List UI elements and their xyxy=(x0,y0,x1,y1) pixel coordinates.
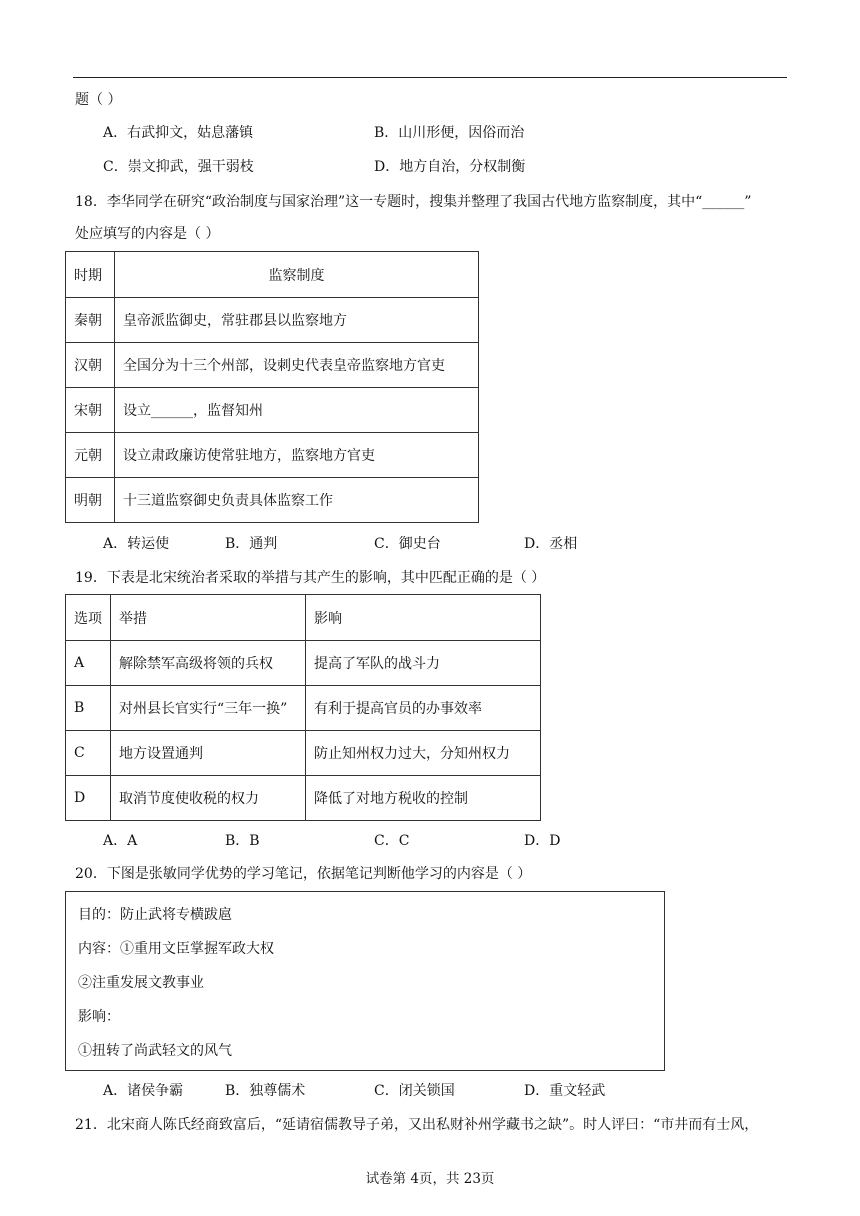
q17-option-a[interactable]: A．右武抑文，姑息藩镇 xyxy=(103,125,254,141)
table-header-row xyxy=(66,252,479,298)
table-header-cell: 时期 xyxy=(66,252,115,298)
table-header-cell: 举措 xyxy=(111,595,306,641)
q19-stem: 19．下表是北宋统治者采取的举措与其产生的影响，其中匹配正确的是（ ） xyxy=(75,570,546,586)
q17-option-b[interactable]: B．山川形便，因俗而治 xyxy=(374,125,525,141)
q18-option-a[interactable]: A．转运使 xyxy=(103,536,170,552)
table-header-cell: 监察制度 xyxy=(115,252,479,298)
table-cell: B xyxy=(66,686,111,731)
q21-stem: 21．北宋商人陈氏经商致富后，“延请宿儒教导子弟，又出私财补州学藏书之缺”。时人评曰：“市井而有士风， xyxy=(75,1117,759,1133)
q19-option-b[interactable]: B．B xyxy=(225,833,260,849)
header-rule xyxy=(73,77,787,78)
table-cell: 设立肃政廉访使常驻地方，监察地方官吏 xyxy=(115,433,479,478)
table-cell: 防止知州权力过大，分知州权力 xyxy=(306,731,541,776)
q20-option-c[interactable]: C．闭关锁国 xyxy=(374,1083,455,1099)
note-line: ②注重发展文教事业 xyxy=(78,975,204,991)
q19-table xyxy=(65,594,541,821)
table-cell: 秦朝 xyxy=(66,298,115,343)
table-cell: 有利于提高官员的办事效率 xyxy=(306,686,541,731)
page-footer: 试卷第 4页，共 23页 xyxy=(365,1171,495,1187)
q20-stem: 20．下图是张敏同学优势的学习笔记，依据笔记判断他学习的内容是（ ） xyxy=(75,866,532,882)
table-row xyxy=(66,298,479,343)
table-cell: 设立______，监督知州 xyxy=(115,388,479,433)
q18-stem-line2: 处应填写的内容是（ ） xyxy=(75,226,220,242)
q18-option-b[interactable]: B．通判 xyxy=(225,536,278,552)
table-row xyxy=(66,433,479,478)
q17-stem-tail: 题（ ） xyxy=(75,92,122,108)
table-cell: 取消节度使收税的权力 xyxy=(111,776,306,821)
q20-option-a[interactable]: A．诸侯争霸 xyxy=(103,1083,184,1099)
note-line: ①扭转了尚武轻文的风气 xyxy=(78,1043,232,1059)
table-row xyxy=(66,731,541,776)
note-line: 影响： xyxy=(78,1009,120,1025)
table-cell: C xyxy=(66,731,111,776)
table-cell: 汉朝 xyxy=(66,343,115,388)
table-row xyxy=(66,478,479,523)
table-cell: 皇帝派监御史，常驻郡县以监察地方 xyxy=(115,298,479,343)
table-cell: D xyxy=(66,776,111,821)
q18-option-c[interactable]: C．御史台 xyxy=(374,536,441,552)
q20-option-b[interactable]: B．独尊儒术 xyxy=(225,1083,306,1099)
table-header-cell: 选项 xyxy=(66,595,111,641)
study-notes-box xyxy=(65,891,665,1071)
table-cell: 降低了对地方税收的控制 xyxy=(306,776,541,821)
table-row xyxy=(66,343,479,388)
q19-option-d[interactable]: D．D xyxy=(524,833,561,849)
q18-option-d[interactable]: D．丞相 xyxy=(524,536,578,552)
table-row xyxy=(66,388,479,433)
table-cell: A xyxy=(66,641,111,686)
q19-option-c[interactable]: C．C xyxy=(374,833,410,849)
note-line: 内容：①重用文臣掌握军政大权 xyxy=(78,941,274,957)
q17-option-d[interactable]: D．地方自治，分权制衡 xyxy=(374,159,526,175)
table-cell: 明朝 xyxy=(66,478,115,523)
q18-table xyxy=(65,251,479,523)
table-cell: 十三道监察御史负责具体监察工作 xyxy=(115,478,479,523)
q17-option-c[interactable]: C．崇文抑武，强干弱枝 xyxy=(103,159,254,175)
table-cell: 地方设置通判 xyxy=(111,731,306,776)
table-row xyxy=(66,686,541,731)
table-cell: 宋朝 xyxy=(66,388,115,433)
q19-option-a[interactable]: A．A xyxy=(103,833,138,849)
table-row xyxy=(66,641,541,686)
table-row xyxy=(66,776,541,821)
q20-option-d[interactable]: D．重文轻武 xyxy=(524,1083,606,1099)
table-cell: 对州县长官实行“三年一换” xyxy=(111,686,306,731)
q18-stem-line1: 18．李华同学在研究“政治制度与国家治理”这一专题时，搜集并整理了我国古代地方监察制度，其中“______” xyxy=(75,194,752,210)
note-line: 目的：防止武将专横跋扈 xyxy=(78,907,232,923)
table-cell: 元朝 xyxy=(66,433,115,478)
table-cell: 解除禁军高级将领的兵权 xyxy=(111,641,306,686)
table-cell: 提高了军队的战斗力 xyxy=(306,641,541,686)
table-header-row xyxy=(66,595,541,641)
table-cell: 全国分为十三个州部，设刺史代表皇帝监察地方官吏 xyxy=(115,343,479,388)
table-header-cell: 影响 xyxy=(306,595,541,641)
